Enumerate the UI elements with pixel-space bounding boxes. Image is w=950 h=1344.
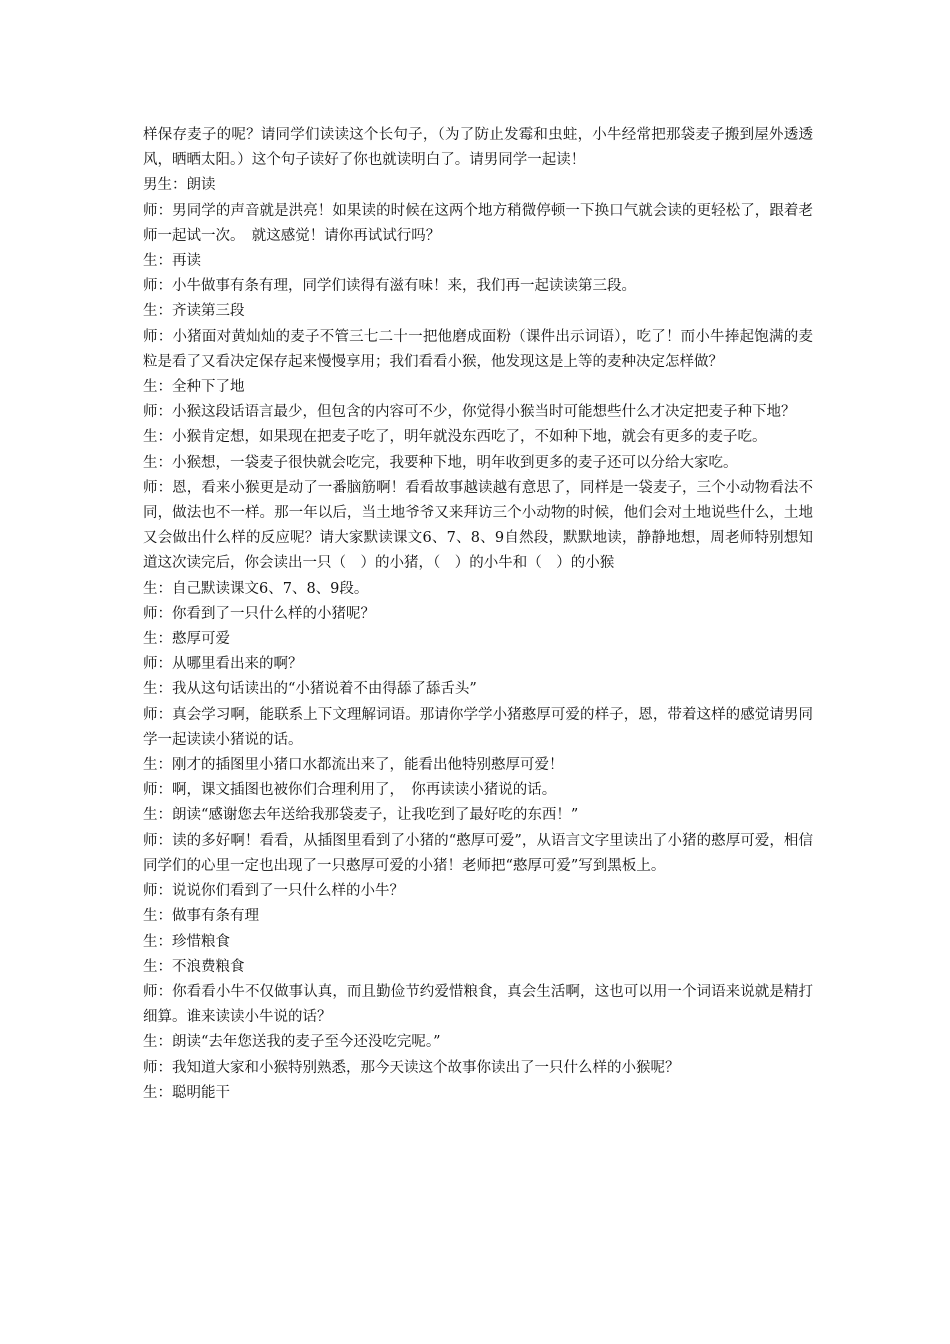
paragraph: 生：全种下了地	[143, 379, 245, 396]
paragraph: 师：啊，课文插图也被你们合理利用了， 你再读读小猪说的话。	[143, 782, 557, 799]
paragraph: 师：真会学习啊，能联系上下文理解词语。那请你学学小猪憨厚可爱的样子，恩，带着这样的感觉请男同学一起读读小猪说的话。	[143, 706, 813, 748]
paragraph: 生：朗读“去年您送我的麦子至今还没吃完呢。”	[143, 1034, 441, 1051]
paragraph: 师：你看看小牛不仅做事认真，而且勤俭节约爱惜粮食，真会生活啊，这也可以用一个词语来说就是精打细算。谁来读读小牛说的话？	[143, 983, 813, 1026]
paragraph: 生：做事有条有理	[143, 908, 259, 925]
paragraph: 生：齐读第三段	[143, 303, 245, 320]
paragraph: 师：你看到了一只什么样的小猪呢？	[143, 605, 375, 622]
paragraph: 生：憨厚可爱	[143, 631, 230, 648]
paragraph: 生：珍惜粮食	[143, 933, 230, 950]
paragraph: 生：朗读“感谢您去年送给我那袋麦子，让我吃到了最好吃的东西！”	[143, 807, 579, 824]
paragraph: 师：男同学的声音就是洪亮！如果读的时候在这两个地方稍微停顿一下换口气就会读的更轻松了，跟着老师一起试一次。 就这感觉！请你再试试行吗？	[143, 202, 813, 244]
paragraph: 生：我从这句话读出的“小猪说着不由得舔了舔舌头”	[143, 681, 477, 698]
paragraph: 师：从哪里看出来的啊？	[143, 656, 303, 673]
paragraph: 师：说说你们看到了一只什么样的小牛？	[143, 883, 404, 900]
paragraph: 生：小猴肯定想，如果现在把麦子吃了，明年就没东西吃了，不如种下地，就会有更多的麦子吃。	[143, 429, 767, 446]
paragraph: 男生：朗读	[143, 177, 216, 194]
paragraph: 师：小猴这段话语言最少，但包含的内容可不少，你觉得小猴当时可能想些什么才决定把麦子种下地？	[143, 404, 796, 421]
paragraph: 生：刚才的插图里小猪口水都流出来了，能看出他特别憨厚可爱！	[143, 757, 564, 774]
paragraph: 师：读的多好啊！看看，从插图里看到了小猪的“憨厚可爱”，从语言文字里读出了小猪的憨厚可爱，相信同学们的心里一定也出现了一只憨厚可爱的小猪！老师把“憨厚可爱”写到黑板上。	[143, 832, 813, 874]
paragraph: 生：聪明能干	[143, 1084, 230, 1101]
paragraph: 生：自己默读课文6、7、8、9段。	[143, 580, 369, 597]
paragraph: 生：不浪费粮食	[143, 958, 245, 975]
paragraph: 生：小猴想，一袋麦子很快就会吃完，我要种下地，明年收到更多的麦子还可以分给大家吃。	[143, 454, 738, 471]
document-body	[143, 123, 813, 1106]
paragraph: 生：再读	[143, 253, 201, 270]
paragraph: 师：我知道大家和小猴特别熟悉，那今天读这个故事你读出了一只什么样的小猴呢？	[143, 1059, 680, 1076]
paragraph: 师：恩，看来小猴更是动了一番脑筋啊！看看故事越读越有意思了，同样是一袋麦子，三个小动物看法不同，做法也不一样。那一年以后，当土地爷爷又来拜访三个小动物的时候，他们会对土地说些什么，土地又会做出什么样的反应呢？请大家默读课文6、7、8、9自然段，默默地读，静静地想，周老师特别想知道这次读完后，你会读出一只（ ）的小猪，（ ）的小牛和（ ）的小猴	[143, 479, 813, 572]
paragraph: 师：小猪面对黄灿灿的麦子不管三七二十一把他磨成面粉（课件出示词语），吃了！而小牛捧起饱满的麦粒是看了又看决定保存起来慢慢享用；我们看看小猴，他发现这是上等的麦种决定怎样做？	[143, 328, 813, 370]
paragraph: 师：小牛做事有条有理，同学们读得有滋有味！来，我们再一起读读第三段。	[143, 278, 636, 295]
paragraph: 样保存麦子的呢？请同学们读读这个长句子，（为了防止发霉和虫蛀，小牛经常把那袋麦子搬到屋外透透风，晒晒太阳。）这个句子读好了你也就读明白了。请男同学一起读！	[143, 127, 813, 169]
